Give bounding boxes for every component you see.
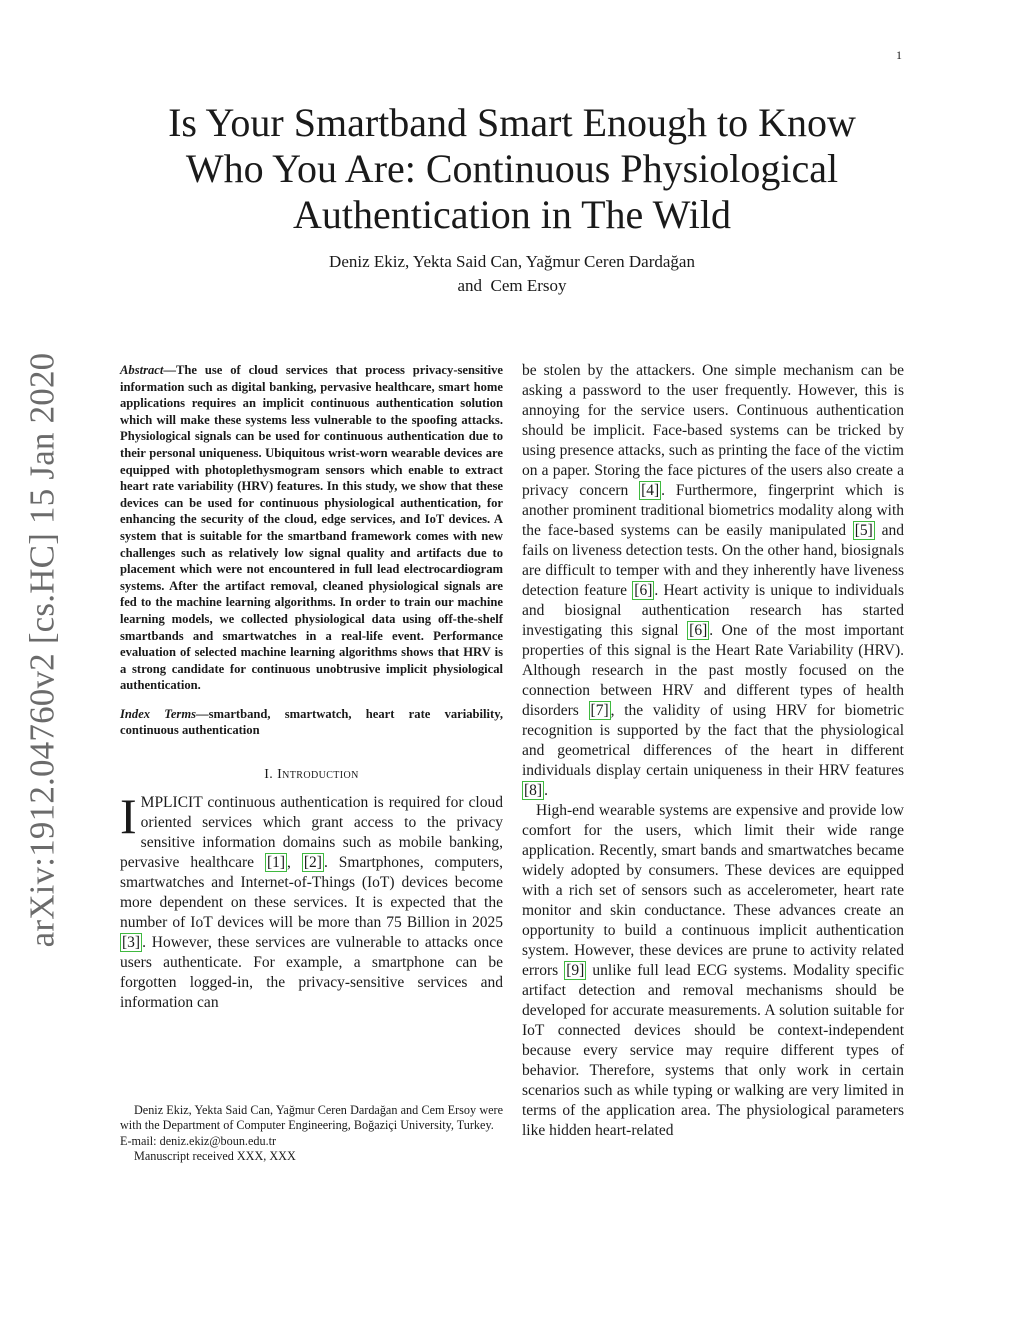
citation-link[interactable]: [2]	[303, 854, 322, 872]
left-column	[120, 362, 503, 1013]
arxiv-stamp-text: arXiv:1912.04760v2 [cs.HC] 15 Jan 2020	[22, 352, 62, 948]
citation-link[interactable]: [6]	[634, 582, 653, 599]
footnote-received: Manuscript received XXX, XXX	[134, 1149, 296, 1164]
citation-link[interactable]: [7]	[590, 702, 609, 719]
body-text: . One of the most important properties of this signal is the Heart Rate Variability (HRV). Although research in the past mostly focused on the connection between HRV and different types of health disorders	[522, 622, 904, 719]
body-text: .	[544, 782, 548, 799]
citation-link[interactable]: [3]	[122, 934, 141, 952]
body-text: , the validity of using HRV for biometric recognition is supported by the fact that the physiological and geometrical differences of the heart in different individuals display certain uniqueness in their HRV features	[522, 702, 904, 779]
section-number: I.	[264, 767, 274, 783]
body-text: . Furthermore, fingerprint which is another prominent traditional biometrics modality along with the face-based systems can be easily manipulated	[522, 482, 905, 539]
footnote	[120, 1103, 503, 1165]
citation-link[interactable]: [1]	[266, 854, 286, 872]
authors-line-1: Deniz Ekiz, Yekta Said Can, Yağmur Ceren Dardağan	[329, 252, 695, 271]
abstract-label: Abstract	[120, 363, 164, 377]
body-text: and fails on liveness detection tests. On the other hand, biosignals are difficult to temper with and they inherently have liveness detection feature	[522, 522, 905, 599]
citation-link[interactable]: [9]	[566, 962, 585, 979]
arxiv-stamp	[22, 352, 62, 948]
paper-title-line-1: Is Your Smartband Smart Enough to Know	[168, 100, 856, 145]
footnote-affiliation: Deniz Ekiz, Yekta Said Can, Yağmur Ceren Dardağan and Cem Ersoy were with the Department of Computer Engineering, Boğaziçi University, Turkey.	[120, 1103, 503, 1133]
paragraph	[522, 801, 904, 1141]
body-text: be stolen by the attackers. One simple mechanism can be asking a password to the user frequently. However, this is annoying for the service users. Continuous authentication should be implicit. Face-based systems can be tricked by using presence attacks, such as printing the face of the victim on a paper. Storing the face pictures of the users also create a privacy concern	[522, 362, 904, 499]
title-block	[110, 100, 914, 298]
footnote-email: E-mail: deniz.ekiz@boun.edu.tr	[120, 1133, 277, 1148]
paper-title-line-3: Authentication in The Wild	[293, 192, 731, 237]
authors	[110, 250, 914, 298]
intro-text: ,	[287, 854, 302, 872]
body-text: . Heart activity is unique to individuals and biosignal authentication research has started investigating this signal	[522, 582, 905, 639]
intro-paragraph	[120, 788, 503, 1013]
index-terms-label: Index Terms	[120, 706, 197, 721]
index-terms	[120, 706, 503, 739]
index-terms-text: —smartband, smartwatch, heart rate variability, continuous authentication	[120, 706, 503, 738]
citation-link[interactable]: [4]	[641, 482, 660, 499]
citation-link[interactable]: [5]	[854, 522, 873, 539]
citation-link[interactable]: [6]	[689, 622, 708, 639]
section-heading	[120, 767, 503, 783]
intro-text: . Smartphones, computers, smartwatches and Internet-of-Things (IoT) devices become more dependent on these services. It is expected that the number of IoT devices will be more than 75 Billion in 2025	[120, 854, 503, 932]
intro-text: MPLICIT continuous authentication is required for cloud oriented services which grant access to the privacy sensitive information domains such as mobile banking, pervasive healthcare	[120, 794, 503, 872]
dropcap: I	[120, 788, 137, 845]
section-title: Introduction	[277, 767, 359, 783]
paper-title-line-2: Who You Are: Continuous Physiological	[185, 146, 839, 191]
citation-link[interactable]: [8]	[524, 782, 543, 799]
right-column	[522, 361, 904, 1141]
body-text: unlike full lead ECG systems. Modality specific artifact detection and removal mechanisms should be developed for accurate measurements. A solution suitable for IoT connected devices should be context-independent because every service may require different types of behavior. Therefore, systems that only work in certain scenarios such as while typing or walking are very limited in terms of the application area. The physiological parameters like hidden heart-related	[522, 962, 904, 1139]
abstract-text: —The use of cloud services that process privacy-sensitive information such as digital banking, pervasive healthcare, smart home applications requires an implicit continuous authentication solution which will make these systems less vulnerable to the spoofing attacks. Physiological signals can be used for continuous authentication due to their personal uniqueness. Ubiquitous wrist-worn wearable devices are equipped with photoplethysmogram sensors which enable to extract heart rate variability (HRV) features. In this study, we show that these devices can be used for continuous physiological authentication, for enhancing the security of the cloud, edge services, and IoT devices. A system that is suitable for the smartband framework comes with new challenges such as relatively low signal quality and artifacts due to placement which were not encountered in full lead electrocardiogram systems. After the artifact removal, cleaned physiological signals are fed to the machine learning algorithms. In order to train our machine learning models, we collected physiological data using off-the-shelf smartbands and smartwatches in a real-life event. Performance evaluation of selected machine learning algorithms shows that HRV is a strong candidate for continuous unobtrusive implicit physiological authentication.	[120, 363, 503, 693]
paragraph	[522, 361, 904, 801]
page-number: 1	[896, 48, 902, 62]
authors-line-2: and Cem Ersoy	[457, 276, 567, 295]
abstract	[120, 362, 503, 694]
intro-text: . However, these services are vulnerable to attacks once users authenticate. For example, a smartphone can be forgotten logged-in, the privacy-sensitive services and information can	[120, 934, 503, 1012]
body-text: High-end wearable systems are expensive and provide low comfort for the users, which limit their wide range application. Recently, smart bands and smartwatches became widely adopted by consumers. These devices are equipped with a rich set of sensors such as accelerometer, heart rate monitor and skin conductance. These advances create an opportunity to build a continuous implicit authentication system. However, these devices are prune to activity related errors	[522, 802, 904, 979]
